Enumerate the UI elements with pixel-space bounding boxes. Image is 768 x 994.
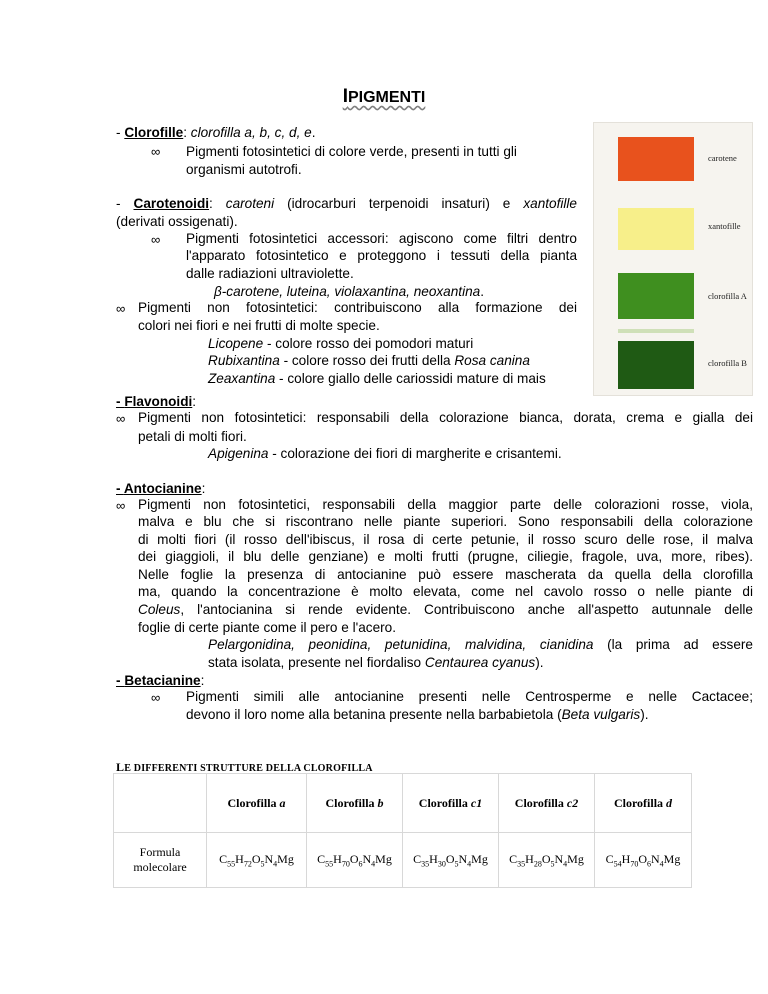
betacianine-line-1: Pigmenti simili alle antocianine presenti nelle Centrosperme e nelle Cactacee; [186, 689, 753, 704]
bullet-icon: ∞ [116, 411, 126, 426]
antocianine-examples: Pelargonidina, peonidina, petunidina, malvidina, cianidina (la prima ad essere [208, 637, 753, 652]
carotene-band [618, 137, 694, 181]
antocianine-examples-cont: stata isolata, presente nel fiordaliso Centaurea cyanus). [208, 655, 544, 670]
clorofille-heading: - Clorofille: clorofilla a, b, c, d, e. [116, 125, 316, 140]
antocianine-line-7: Coleus, l'antocianina si rende evidente. Contribuiscono anche all'aspetto autunnale delle [138, 602, 753, 617]
clorofilla-b-band [618, 341, 694, 389]
formula-text: $C_{35}H_{30}O_5N_4Mg$ [413, 851, 488, 869]
bullet-icon: ∞ [116, 498, 126, 513]
table-header-cell: Clorofilla c1 [403, 774, 499, 833]
clorofille-bullet-line-2: organismi autotrofi. [186, 162, 302, 177]
betacianine-line-2: devono il loro nome alla betanina presente nella barbabietola (Beta vulgaris). [186, 707, 649, 722]
chlorophyll-structures-table [113, 773, 692, 888]
antocianine-line-2: malva e blu che si riscontrano nelle piante superiori. Sono responsabili della colorazione [138, 514, 753, 529]
carotenoidi-b1-line-3: dalle radiazioni ultraviolette. [186, 266, 354, 281]
example-zeaxantina: Zeaxantina - colore giallo delle cariossidi mature di mais [208, 371, 546, 386]
bullet-icon: ∞ [151, 144, 161, 159]
carotenoidi-examples: β-carotene, luteina, violaxantina, neoxantina. [214, 284, 485, 299]
flavonoidi-line-1: Pigmenti non fotosintetici: responsabili della colorazione bianca, dorata, crema e gialla dei [138, 410, 753, 425]
bullet-icon: ∞ [116, 301, 126, 316]
label-carotene: carotene [708, 153, 737, 163]
pigment-chromatography-image [593, 122, 753, 396]
antocianine-line-3: di molti fiori (il rosso dell'ibiscus, il rosa di certe petunie, il rosso scuro delle rose, il malva [138, 532, 753, 547]
betacianine-heading: - Betacianine: [116, 673, 205, 688]
carotenoidi-b1-line-2: l'apparato fotosintetico e proteggono i tessuti della pianta [186, 248, 577, 263]
formula-cell [307, 833, 403, 888]
formula-text: $C_{55}H_{72}O_5N_4Mg$ [219, 851, 294, 869]
table-corner-cell [114, 774, 207, 833]
antocianine-heading: - Antocianine: [116, 481, 206, 496]
table-row-label: Formula molecolare [114, 833, 207, 888]
formula-text: $C_{55}H_{70}O_6N_4Mg$ [317, 851, 392, 869]
formula-cell [403, 833, 499, 888]
bullet-icon: ∞ [151, 232, 161, 247]
antocianine-line-4: dei giaggioli, il blu delle genziane) e molti frutti (prugne, ciliegie, fragole, uva, more, ribes). [138, 549, 753, 564]
page-title: IPIGMENTI [342, 86, 426, 107]
bullet-icon: ∞ [151, 690, 161, 705]
label-clorofilla-a: clorofilla A [708, 291, 747, 301]
formula-text: $C_{35}H_{28}O_5N_4Mg$ [509, 851, 584, 869]
clorofilla-a-band [618, 273, 694, 319]
carotenoidi-b1-line-1: Pigmenti fotosintetici accessori: agiscono come filtri dentro [186, 231, 577, 246]
label-xantofille: xantofille [708, 221, 741, 231]
separator-band [618, 329, 694, 333]
antocianine-line-1: Pigmenti non fotosintetici, responsabili della maggior parte delle colorazioni rosse, viola, [138, 497, 753, 512]
table-header-row [114, 774, 692, 833]
flavonoidi-heading: - Flavonoidi: [116, 394, 197, 409]
carotenoidi-heading: - Carotenoidi: caroteni (idrocarburi terpenoidi insaturi) e xantofille [116, 196, 577, 211]
formula-cell [499, 833, 595, 888]
table-header-cell: Clorofilla a [207, 774, 307, 833]
clorofille-bullet-line-1: Pigmenti fotosintetici di colore verde, presenti in tutti gli [186, 144, 517, 159]
example-licopene: Licopene - colore rosso dei pomodori maturi [208, 336, 474, 351]
antocianine-line-6: ma, quando la concentrazione è molto elevata, come nel cavolo rosso o nelle piante di [138, 584, 753, 599]
label-clorofilla-b: clorofilla B [708, 358, 747, 368]
carotenoidi-b2-line-1: Pigmenti non fotosintetici: contribuiscono alla formazione dei [138, 300, 577, 315]
carotenoidi-heading-cont: (derivati ossigenati). [116, 214, 238, 229]
example-apigenina: Apigenina - colorazione dei fiori di margherite e crisantemi. [208, 446, 562, 461]
table-caption: LE DIFFERENTI STRUTTURE DELLA CLOROFILLA [116, 760, 373, 774]
flavonoidi-line-2: petali di molti fiori. [138, 429, 247, 444]
table-header-cell: Clorofilla b [307, 774, 403, 833]
table-header-cell: Clorofilla d [595, 774, 692, 833]
formula-text: $C_{54}H_{70}O_6N_4Mg$ [605, 851, 681, 869]
antocianine-line-8: foglie di certe piante come il pero e l'acero. [138, 620, 396, 635]
table-row [114, 833, 692, 888]
formula-cell [207, 833, 307, 888]
table-header-cell: Clorofilla c2 [499, 774, 595, 833]
antocianine-line-5: Nelle foglie la presenza di antocianine può essere mascherata da quella della clorofilla [138, 567, 753, 582]
example-rubixantina: Rubixantina - colore rosso dei frutti della Rosa canina [208, 353, 530, 368]
xantofille-band [618, 208, 694, 250]
formula-cell [595, 833, 692, 888]
carotenoidi-b2-line-2: colori nei fiori e nei frutti di molte specie. [138, 318, 380, 333]
